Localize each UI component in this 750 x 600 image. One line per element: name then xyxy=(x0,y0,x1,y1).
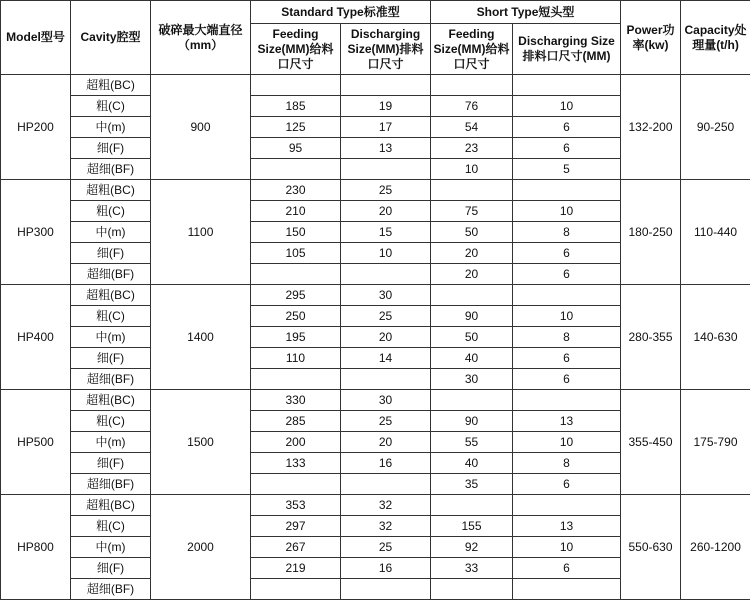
standard-discharging-cell: 32 xyxy=(341,516,431,537)
standard-discharging-cell: 30 xyxy=(341,285,431,306)
cavity-cell: 粗(C) xyxy=(71,96,151,117)
standard-feeding-cell: 353 xyxy=(251,495,341,516)
short-discharging-cell xyxy=(513,579,621,600)
max-feed-cell: 1500 xyxy=(151,390,251,495)
cavity-cell: 细(F) xyxy=(71,453,151,474)
short-feeding-cell: 33 xyxy=(431,558,513,579)
standard-discharging-cell: 14 xyxy=(341,348,431,369)
standard-discharging-cell: 25 xyxy=(341,411,431,432)
short-feeding-cell: 92 xyxy=(431,537,513,558)
standard-discharging-header: Discharging Size(MM)排料口尺寸 xyxy=(341,24,431,75)
short-feeding-cell: 75 xyxy=(431,201,513,222)
short-discharging-cell: 6 xyxy=(513,369,621,390)
short-discharging-cell: 6 xyxy=(513,243,621,264)
standard-feeding-cell xyxy=(251,369,341,390)
cavity-cell: 中(m) xyxy=(71,537,151,558)
short-discharging-cell xyxy=(513,180,621,201)
model-cell: HP500 xyxy=(1,390,71,495)
short-type-header: Short Type短头型 xyxy=(431,1,621,24)
standard-discharging-cell: 15 xyxy=(341,222,431,243)
cavity-cell: 细(F) xyxy=(71,138,151,159)
standard-discharging-cell xyxy=(341,264,431,285)
power-cell: 550-630 xyxy=(621,495,681,600)
standard-feeding-cell: 210 xyxy=(251,201,341,222)
table-row xyxy=(1,495,750,516)
standard-discharging-cell: 25 xyxy=(341,180,431,201)
standard-discharging-cell: 20 xyxy=(341,201,431,222)
standard-feeding-cell: 200 xyxy=(251,432,341,453)
standard-feeding-cell xyxy=(251,579,341,600)
standard-feeding-cell: 125 xyxy=(251,117,341,138)
max-feed-cell: 1400 xyxy=(151,285,251,390)
short-discharging-cell: 8 xyxy=(513,453,621,474)
cavity-cell: 超粗(BC) xyxy=(71,285,151,306)
power-cell: 355-450 xyxy=(621,390,681,495)
short-feeding-cell xyxy=(431,285,513,306)
short-discharging-cell xyxy=(513,495,621,516)
cavity-cell: 中(m) xyxy=(71,117,151,138)
cavity-cell: 超粗(BC) xyxy=(71,390,151,411)
standard-feeding-cell: 297 xyxy=(251,516,341,537)
cavity-cell: 超粗(BC) xyxy=(71,495,151,516)
short-discharging-cell xyxy=(513,75,621,96)
cavity-cell: 超细(BF) xyxy=(71,369,151,390)
capacity-cell: 90-250 xyxy=(681,75,750,180)
model-cell: HP200 xyxy=(1,75,71,180)
short-discharging-cell: 5 xyxy=(513,159,621,180)
short-discharging-cell: 6 xyxy=(513,264,621,285)
standard-feeding-cell: 133 xyxy=(251,453,341,474)
standard-discharging-cell xyxy=(341,159,431,180)
cavity-cell: 超细(BF) xyxy=(71,264,151,285)
standard-feeding-cell: 219 xyxy=(251,558,341,579)
standard-type-header: Standard Type标准型 xyxy=(251,1,431,24)
short-discharging-cell: 8 xyxy=(513,222,621,243)
short-feeding-cell xyxy=(431,579,513,600)
short-discharging-cell: 6 xyxy=(513,558,621,579)
short-discharging-header: Discharging Size排料口尺寸(MM) xyxy=(513,24,621,75)
short-feeding-cell xyxy=(431,390,513,411)
standard-feeding-cell: 95 xyxy=(251,138,341,159)
short-discharging-cell: 10 xyxy=(513,432,621,453)
cavity-cell: 中(m) xyxy=(71,432,151,453)
cavity-header: Cavity腔型 xyxy=(71,1,151,75)
short-feeding-cell: 40 xyxy=(431,453,513,474)
cavity-cell: 超细(BF) xyxy=(71,474,151,495)
short-feeding-cell: 20 xyxy=(431,264,513,285)
short-discharging-cell: 10 xyxy=(513,537,621,558)
standard-discharging-cell: 17 xyxy=(341,117,431,138)
table-row xyxy=(1,180,750,201)
short-feeding-cell: 76 xyxy=(431,96,513,117)
power-cell: 132-200 xyxy=(621,75,681,180)
short-discharging-cell: 13 xyxy=(513,411,621,432)
capacity-header: Capacity处理量(t/h) xyxy=(681,1,750,75)
standard-feeding-cell: 295 xyxy=(251,285,341,306)
standard-discharging-cell xyxy=(341,369,431,390)
short-feeding-cell: 54 xyxy=(431,117,513,138)
model-cell: HP800 xyxy=(1,495,71,600)
standard-discharging-cell xyxy=(341,579,431,600)
standard-feeding-cell xyxy=(251,159,341,180)
short-feeding-cell: 55 xyxy=(431,432,513,453)
short-feeding-cell: 30 xyxy=(431,369,513,390)
cavity-cell: 粗(C) xyxy=(71,516,151,537)
short-discharging-cell: 6 xyxy=(513,138,621,159)
standard-discharging-cell: 25 xyxy=(341,306,431,327)
short-discharging-cell: 8 xyxy=(513,327,621,348)
max-feed-header: 破碎最大端直径（mm） xyxy=(151,1,251,75)
table-row xyxy=(1,75,750,96)
short-discharging-cell: 6 xyxy=(513,474,621,495)
capacity-cell: 140-630 xyxy=(681,285,750,390)
short-discharging-cell: 10 xyxy=(513,306,621,327)
cavity-cell: 细(F) xyxy=(71,243,151,264)
capacity-cell: 260-1200 xyxy=(681,495,750,600)
cavity-cell: 超细(BF) xyxy=(71,579,151,600)
capacity-cell: 175-790 xyxy=(681,390,750,495)
standard-discharging-cell: 10 xyxy=(341,243,431,264)
short-feeding-cell: 50 xyxy=(431,327,513,348)
short-feeding-cell: 23 xyxy=(431,138,513,159)
short-feeding-cell: 155 xyxy=(431,516,513,537)
cavity-cell: 超粗(BC) xyxy=(71,75,151,96)
standard-feeding-cell: 250 xyxy=(251,306,341,327)
standard-feeding-cell: 185 xyxy=(251,96,341,117)
cavity-cell: 粗(C) xyxy=(71,201,151,222)
cavity-cell: 中(m) xyxy=(71,222,151,243)
short-feeding-cell: 20 xyxy=(431,243,513,264)
standard-discharging-cell: 32 xyxy=(341,495,431,516)
short-discharging-cell: 10 xyxy=(513,96,621,117)
short-feeding-cell: 90 xyxy=(431,411,513,432)
standard-feeding-cell: 230 xyxy=(251,180,341,201)
short-discharging-cell: 6 xyxy=(513,348,621,369)
standard-feeding-cell: 285 xyxy=(251,411,341,432)
power-cell: 180-250 xyxy=(621,180,681,285)
short-discharging-cell xyxy=(513,390,621,411)
max-feed-cell: 900 xyxy=(151,75,251,180)
short-discharging-cell: 10 xyxy=(513,201,621,222)
max-feed-cell: 1100 xyxy=(151,180,251,285)
standard-discharging-cell: 25 xyxy=(341,537,431,558)
short-feeding-cell: 50 xyxy=(431,222,513,243)
short-feeding-header: Feeding Size(MM)给料口尺寸 xyxy=(431,24,513,75)
cavity-cell: 超粗(BC) xyxy=(71,180,151,201)
short-feeding-cell: 10 xyxy=(431,159,513,180)
short-feeding-cell xyxy=(431,75,513,96)
short-discharging-cell: 13 xyxy=(513,516,621,537)
model-cell: HP300 xyxy=(1,180,71,285)
cavity-cell: 中(m) xyxy=(71,327,151,348)
short-feeding-cell: 40 xyxy=(431,348,513,369)
short-discharging-cell: 6 xyxy=(513,117,621,138)
standard-feeding-cell xyxy=(251,474,341,495)
standard-feeding-cell: 267 xyxy=(251,537,341,558)
standard-discharging-cell: 30 xyxy=(341,390,431,411)
model-cell: HP400 xyxy=(1,285,71,390)
standard-discharging-cell: 20 xyxy=(341,432,431,453)
standard-discharging-cell: 13 xyxy=(341,138,431,159)
power-header: Power功率(kw) xyxy=(621,1,681,75)
standard-feeding-header: Feeding Size(MM)给料口尺寸 xyxy=(251,24,341,75)
cavity-cell: 细(F) xyxy=(71,348,151,369)
short-feeding-cell xyxy=(431,180,513,201)
header-row-1 xyxy=(1,1,750,24)
max-feed-cell: 2000 xyxy=(151,495,251,600)
standard-feeding-cell: 330 xyxy=(251,390,341,411)
standard-feeding-cell: 110 xyxy=(251,348,341,369)
standard-discharging-cell: 16 xyxy=(341,558,431,579)
standard-discharging-cell: 16 xyxy=(341,453,431,474)
standard-feeding-cell: 195 xyxy=(251,327,341,348)
standard-feeding-cell xyxy=(251,75,341,96)
capacity-cell: 110-440 xyxy=(681,180,750,285)
standard-feeding-cell: 105 xyxy=(251,243,341,264)
standard-discharging-cell: 20 xyxy=(341,327,431,348)
standard-feeding-cell: 150 xyxy=(251,222,341,243)
table-row xyxy=(1,285,750,306)
cavity-cell: 超细(BF) xyxy=(71,159,151,180)
cavity-cell: 粗(C) xyxy=(71,306,151,327)
table-row xyxy=(1,390,750,411)
power-cell: 280-355 xyxy=(621,285,681,390)
standard-discharging-cell xyxy=(341,75,431,96)
short-feeding-cell: 35 xyxy=(431,474,513,495)
short-feeding-cell xyxy=(431,495,513,516)
standard-discharging-cell: 19 xyxy=(341,96,431,117)
short-feeding-cell: 90 xyxy=(431,306,513,327)
table-body xyxy=(1,75,750,600)
standard-discharging-cell xyxy=(341,474,431,495)
standard-feeding-cell xyxy=(251,264,341,285)
model-header: Model型号 xyxy=(1,1,71,75)
short-discharging-cell xyxy=(513,285,621,306)
cavity-cell: 细(F) xyxy=(71,558,151,579)
cavity-cell: 粗(C) xyxy=(71,411,151,432)
